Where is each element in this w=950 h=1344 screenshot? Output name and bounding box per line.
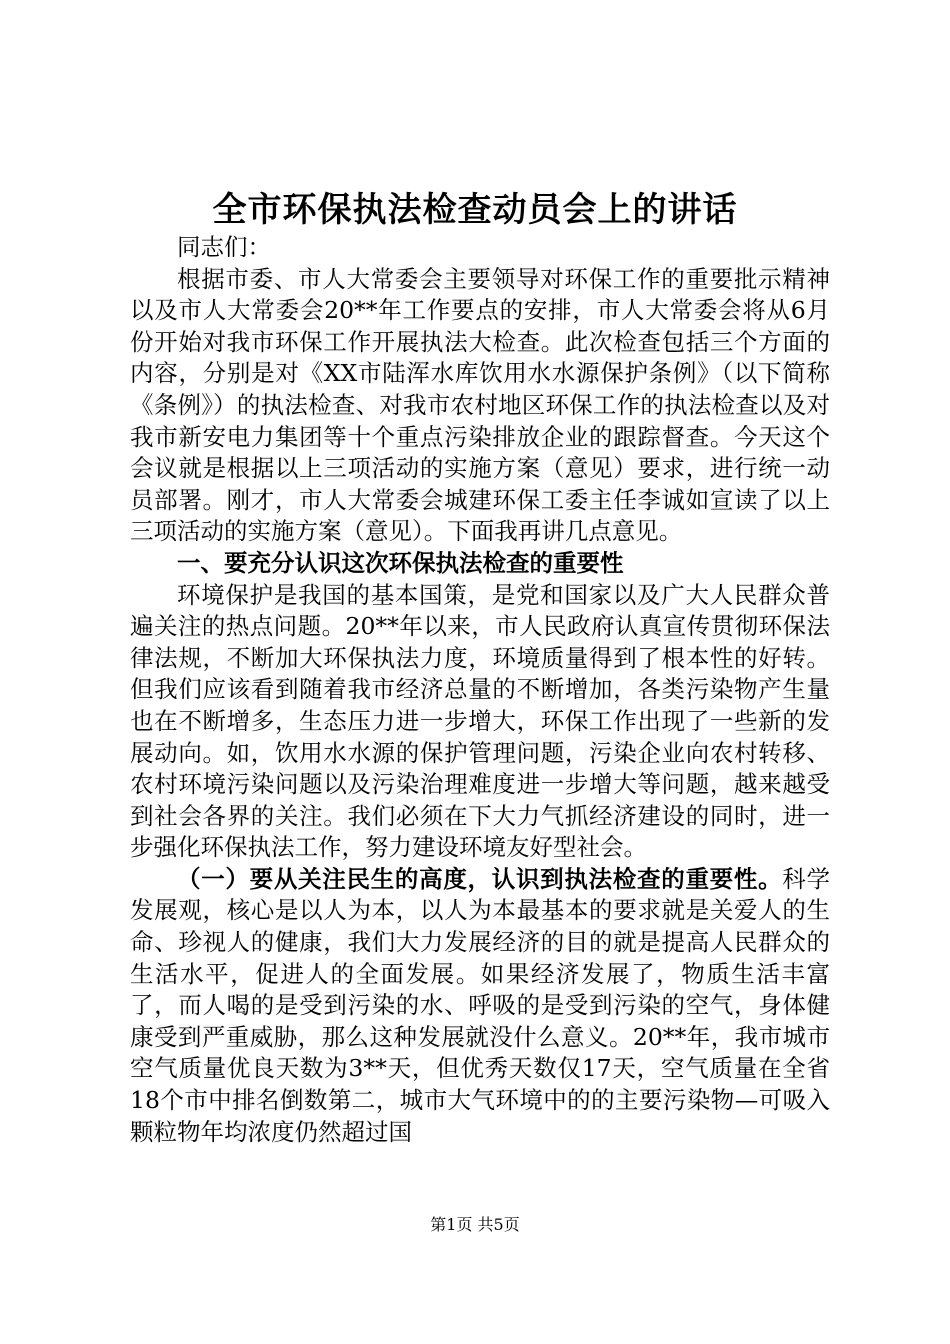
paragraph-3: 科学发展观，核心是以人为本，以人为本最基本的要求就是关爱人的生命、珍视人的健康，我们大力发展经济的目的就是提高人民群众的生活水平，促进人的全面发展。如果经济发展了，物质生活丰富了，而人喝的是受到污染的水、呼吸的是受到污染的空气，身体健康受到严重威胁，那么这种发展就没什么意义。20**年，我市城市空气质量优良天数为3**天，但优秀天数仅17天，空气质量在全省18个市中排名倒数第二，城市大气环境中的的主要污染物—可吸入颗粒物年均浓度仍然超过国 xyxy=(130,864,831,1146)
paragraph-3-block xyxy=(130,864,830,1148)
subheading-1: （一）要从关注民生的高度，认识到执法检查的重要性。 xyxy=(177,864,783,893)
paragraph-2: 环境保护是我国的基本国策，是党和国家以及广大人民群众普遍关注的热点问题。20**年以来，市人民政府认真宣传贯彻环保法律法规，不断加大环保执法力度，环境质量得到了根本性的好转。但我们应该看到随着我市经济总量的不断增加，各类污染物产生量也在不断增多，生态压力进一步增大，环保工作出现了一些新的发展动向。如，饮用水水源的保护管理问题，污染企业向农村转移、农村环境污染问题以及污染治理难度进一步增大等问题，越来越受到社会各界的关注。我们必须在下大力气抓经济建设的同时，进一步强化环保执法工作，努力建设环境友好型社会。 xyxy=(130,580,830,862)
section-heading-1: 一、要充分认识这次环保执法检查的重要性 xyxy=(177,548,624,577)
document-body xyxy=(130,232,830,1148)
salutation: 同志们： xyxy=(177,233,271,261)
paragraph-1: 根据市委、市人大常委会主要领导对环保工作的重要批示精神以及市人大常委会20**年工作要点的安排，市人大常委会将从6月份开始对我市环保工作开展执法大检查。此次检查包括三个方面的内容，分别是对《XX市陆浑水库饮用水水源保护条例》（以下简称《条例》）的执法检查、对我市农村地区环保工作的执法检查以及对我市新安电力集团等十个重点污染排放企业的跟踪督查。今天这个会议就是根据以上三项活动的实施方案（意见）要求，进行统一动员部署。刚才，市人大常委会城建环保工委主任李诚如宣读了以上三项活动的实施方案（意见）。下面我再讲几点意见。 xyxy=(130,264,830,546)
document-title: 全市环保执法检查动员会上的讲话 xyxy=(212,190,738,230)
page-footer: 第1页 共5页 xyxy=(430,1215,520,1234)
